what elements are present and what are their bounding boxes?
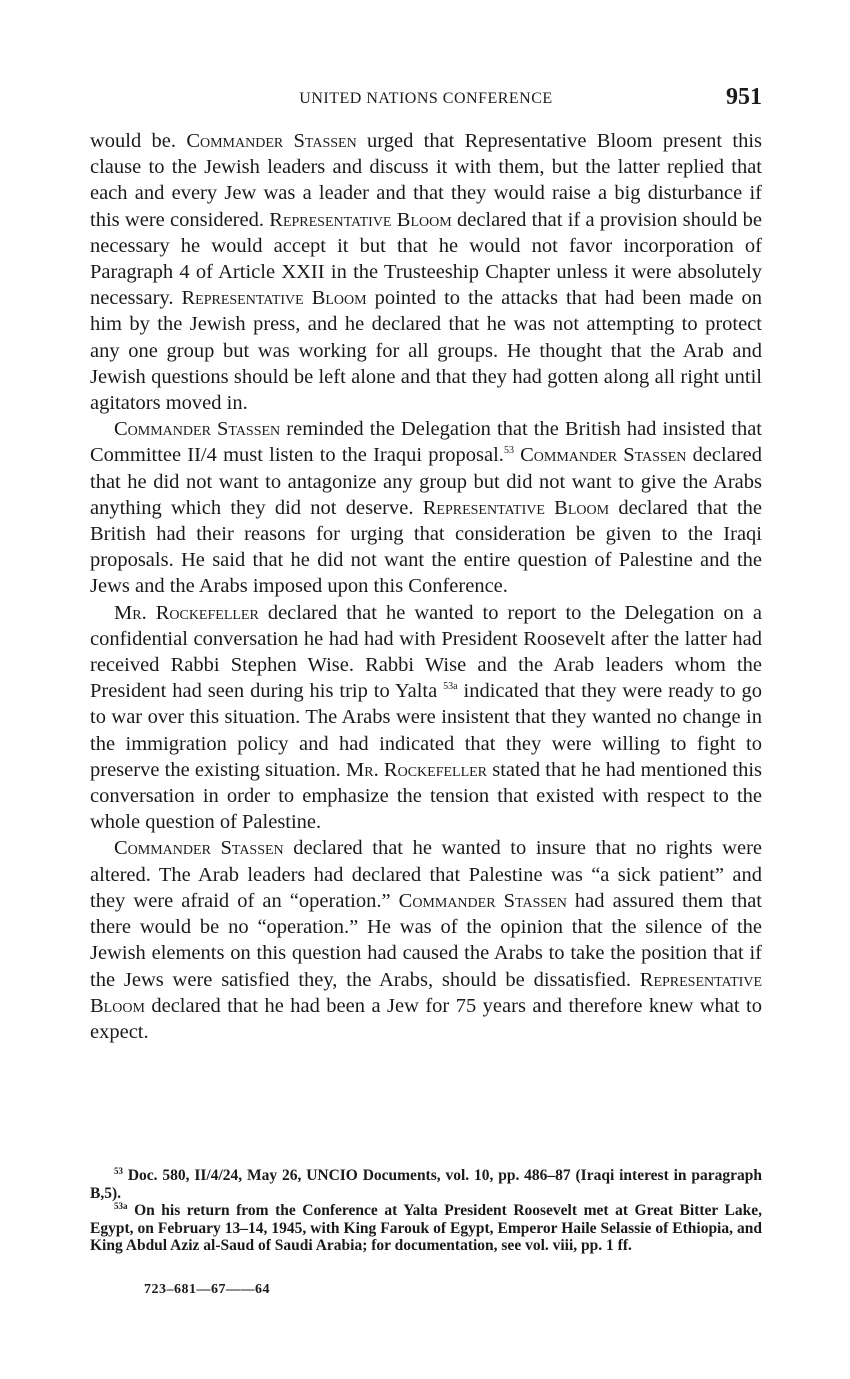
text-run: stated that he had mentioned this conversation in order to emphasize the tension that existed with respect to the whole question of Palestine. <box>90 758 762 834</box>
speaker-name: Mr. Rockefeller <box>346 758 488 781</box>
text-run: urged that Representative Bloom present this clause to the Jewish leaders and discuss it with them, but the latter replied that each and every Jew was a leader and that they would raise a big disturbance if this were considered. <box>90 130 762 231</box>
page-header <box>90 84 762 114</box>
speaker-name: Representative Bloom <box>181 287 367 310</box>
text-run: declared that he wanted to report to the Delegation on a confidential conversation he had had with President Roosevelt after the latter had received Rabbi Stephen Wise. Rabbi Wise and the Arab leaders whom the President had seen during his trip to Yalta <box>90 601 762 703</box>
text-run: declared that he did not want to antagonize any group but did not want to give the Arabs anything which they did not deserve. <box>90 444 762 519</box>
text-run: reminded the Delegation that the British had insisted that Committee II/4 must listen to the Iraqui proposal. <box>90 418 762 467</box>
footnote <box>90 1167 762 1202</box>
speaker-name: Commander Stassen <box>114 418 281 441</box>
printer-imprint: 723–681—67——64 <box>144 1282 270 1297</box>
speaker-name: Representative Bloom <box>90 968 762 1017</box>
text-run: would be. <box>90 130 187 152</box>
text-run: declared that if a provision should be necessary he would accept it but that he would not favor incorporation of Paragraph 4 of Article XXII in the Trusteeship Chapter unless it were absolutely necessary. <box>90 208 762 310</box>
paragraph <box>90 600 762 836</box>
footnotes <box>90 1167 762 1255</box>
text-run: pointed to the attacks that had been made on him by the Jewish press, and he declared that he was not attempting to protect any one group but was working for all groups. He thought that the Arab and Jewish questions should be left alone and that they had gotten along all right until agitators moved in. <box>90 287 762 415</box>
speaker-name: Commander Stassen <box>398 889 567 912</box>
paragraph <box>90 835 762 1045</box>
footnote-ref: 53 <box>503 445 514 457</box>
paragraph <box>90 416 762 599</box>
footnote-mark: 53a <box>114 1201 128 1211</box>
text-run: indicated that they were ready to go to war over this situation. The Arabs were insistent that they wanted no change in the immigration policy and had indicated that they were willing to fight to preserve the existing situation. <box>90 680 762 781</box>
speaker-name: Mr. Rockefeller <box>114 601 259 624</box>
running-title: UNITED NATIONS CONFERENCE <box>299 90 553 107</box>
footnote-text: Doc. 580, II/4/24, May 26, UNCIO Documents, vol. 10, pp. 486–87 (Iraqi interest in paragraph B,5). <box>90 1167 762 1202</box>
text-run: declared that he had been a Jew for 75 years and therefore knew what to expect. <box>90 994 762 1043</box>
footnote-text: On his return from the Conference at Yalta President Roosevelt met at Great Bitter Lake, Egypt, on February 13–14, 1945, with King Farouk of Egypt, Emperor Haile Selassie of Ethiopia, and King Abdul Aziz al-Saud of Saudi Arabia; for documentation, see vol. viii, pp. 1 ff. <box>90 1202 763 1254</box>
body-text <box>90 128 762 1045</box>
speaker-name: Commander Stassen <box>520 444 687 467</box>
page-number: 951 <box>726 84 762 110</box>
footnote-mark: 53 <box>114 1166 123 1176</box>
speaker-name: Representative Bloom <box>422 496 610 519</box>
text-run: had assured them that there would be no “operation.” He was of the opinion that the silence of the Jewish elements on this question had caused the Arabs to take the position that if the Jews were satisfied they, the Arabs, should be dissatisfied. <box>90 889 762 991</box>
speaker-name: Commander Stassen <box>114 837 284 860</box>
paragraph <box>90 128 762 416</box>
speaker-name: Commander Stassen <box>186 130 357 152</box>
footnote-ref: 53a <box>443 681 458 693</box>
footnote <box>90 1202 762 1255</box>
speaker-name: Representative Bloom <box>269 208 452 231</box>
text-run: declared that he wanted to insure that no rights were altered. The Arab leaders had declared that Palestine was “a sick patient” and they were afraid of an “operation.” <box>90 837 763 912</box>
text-run: declared that the British had their reasons for urging that consideration be given to the Iraqi proposals. He said that he did not want the entire question of Palestine and the Jews and the Arabs imposed upon this Conference. <box>90 496 763 598</box>
